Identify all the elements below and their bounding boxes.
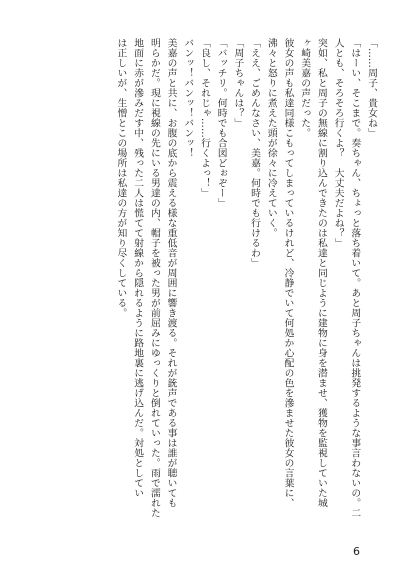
- text-line: 「周子ちゃんは？」: [232, 38, 244, 128]
- text-line: 地面に赤が滲みだす中、残った二人は慌てて射線から隠れるように路地裏に逃げ込んだ。対処としてい: [132, 38, 144, 498]
- text-line: 「はーい、そこまで。奏ちゃん、ちょっと落ち着いて。あと周子ちゃんは挑発するような事言わないの。二: [349, 38, 361, 518]
- text-line: 人とも、そろそろ行くよ？ 大丈夫だよね？」: [332, 38, 344, 248]
- text-line: バンッ！バンッ！バンッ！: [182, 38, 194, 158]
- page-number: 6: [353, 545, 360, 558]
- text-line: 「ええ、ごめんなさい、美嘉。何時でも行けるわ」: [249, 38, 261, 268]
- novel-body-text: [27, 38, 379, 538]
- text-line: 突如、私と周子の無線に割り込んできたのは私達と同じように建物に身を潜ませ、獲物を監視していた城: [315, 38, 327, 508]
- text-line: 沸々と怒りに煮えた頭が徐々に冷えていく。: [265, 38, 277, 238]
- text-line: 彼女の声も私達同様こもってしまっているけれど、冷静でいて何処か心配の色を滲ませた彼女の言葉に、: [282, 38, 294, 508]
- text-line: 「バッチリ。何時でも合図どぉぞー」: [215, 38, 227, 208]
- text-line: は正しいが、生憎とこの場所は私達の方が知り尽くしている。: [115, 38, 127, 318]
- text-line: ヶ崎美嘉の声だった。: [299, 38, 311, 138]
- text-line: 明らかだ。現に視線の先にいる男達の内、帽子を被った男が前屈みにゆっくりと倒れていった。雨で濡れた: [148, 38, 160, 518]
- text-line: 美嘉の声と共に、お腹の底から震える様な重低音が周囲に響き渡る。それが銃声である事は誰が聴いても: [165, 38, 177, 508]
- text-line: 「良し、それじゃ……行くよっ！」: [198, 38, 210, 198]
- text-line: 「……周子、貴女ね」: [366, 38, 377, 138]
